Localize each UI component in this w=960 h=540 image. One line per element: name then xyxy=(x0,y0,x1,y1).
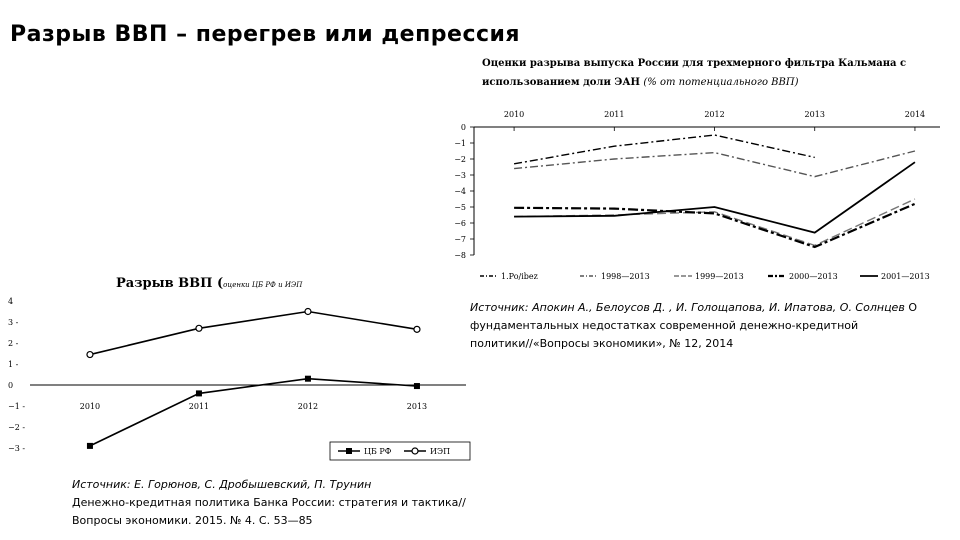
gdp-gap-chart xyxy=(0,270,480,465)
legend-label: ИЭП xyxy=(430,447,451,456)
y-tick-label: −7 xyxy=(454,235,466,244)
right-source xyxy=(470,299,940,353)
y-tick-label: −3 xyxy=(454,171,466,180)
y-tick-label: 2 - xyxy=(8,339,19,348)
legend-label: 2000—2013 xyxy=(789,272,838,281)
y-tick-label: −2 xyxy=(454,155,466,164)
left-chart-title-sub: оценки ЦБ РФ и ИЭП xyxy=(223,281,303,289)
right-source-reference: О фундаментальных недостатках современной денежно-кредитной политики//«Вопросы экономики», № 12, 2014 xyxy=(470,301,917,350)
data-point-circle xyxy=(87,352,93,358)
x-tick-label: 2013 xyxy=(406,402,428,411)
y-tick-label: −2 - xyxy=(8,423,26,432)
y-tick-label: −4 xyxy=(454,187,466,196)
data-point-square xyxy=(414,383,420,389)
slide-title: Разрыв ВВП – перегрев или депрессия xyxy=(10,22,521,47)
y-tick-label: −8 xyxy=(454,251,466,260)
right-chart-title-bold: Оценки разрыва выпуска России для трехмерного фильтра Кальмана с использованием доли ЭАН xyxy=(482,58,907,88)
legend-label: ЦБ РФ xyxy=(364,447,392,456)
x-tick-label: 2011 xyxy=(188,402,210,411)
series-line-5 xyxy=(514,162,915,232)
data-point-circle xyxy=(305,309,311,315)
x-tick-label: 2012 xyxy=(297,402,319,411)
y-tick-label: 0 xyxy=(460,123,466,132)
legend-label: 1.Po/ibez xyxy=(501,272,538,281)
series-line-2 xyxy=(514,151,915,177)
x-tick-label: 2012 xyxy=(704,110,725,119)
x-tick-label: 2011 xyxy=(604,110,625,119)
y-tick-label: 0 xyxy=(8,381,14,390)
x-tick-label: 2014 xyxy=(904,110,926,119)
data-point-circle xyxy=(196,325,202,331)
kalman-gap-chart xyxy=(440,100,950,285)
right-chart-title-unit: (% от потенциального ВВП) xyxy=(643,77,799,88)
y-tick-label: −6 xyxy=(454,219,466,228)
legend-label: 1999—2013 xyxy=(695,272,744,281)
data-point-square xyxy=(87,443,93,449)
y-tick-label: −5 xyxy=(454,203,466,212)
data-point-circle xyxy=(414,326,420,332)
y-tick-label: 1 - xyxy=(8,360,19,369)
left-source xyxy=(72,476,482,530)
y-tick-label: −1 xyxy=(454,139,466,148)
y-tick-label: 4 xyxy=(8,297,14,306)
left-source-journal: Вопросы экономики. 2015. № 4. С. 53—85 xyxy=(72,514,313,527)
right-source-authors: Источник: Апокин А., Белоусов Д. , И. Голощапова, И. Ипатова, О. Солнцев xyxy=(470,301,905,314)
series-line-3 xyxy=(514,199,915,245)
left-source-authors: Источник: Е. Горюнов, С. Дробышевский, П. Трунин xyxy=(72,478,372,491)
right-chart-title xyxy=(482,54,952,92)
series-line-2 xyxy=(90,312,417,355)
legend-marker-circle xyxy=(412,448,418,454)
series-line-1 xyxy=(514,135,815,164)
y-tick-label: 3 - xyxy=(8,318,19,327)
data-point-square xyxy=(305,376,311,382)
x-tick-label: 2010 xyxy=(79,402,101,411)
x-tick-label: 2010 xyxy=(503,110,525,119)
legend-label: 1998—2013 xyxy=(601,272,650,281)
y-tick-label: −1 - xyxy=(8,402,26,411)
y-tick-label: −3 - xyxy=(8,444,26,453)
data-point-square xyxy=(196,390,202,396)
x-tick-label: 2013 xyxy=(804,110,825,119)
legend-label: 2001—2013 xyxy=(881,272,930,281)
series-line-1 xyxy=(90,379,417,446)
left-source-title: Денежно-кредитная политика Банка России: стратегия и тактика// xyxy=(72,496,466,509)
legend-marker-square xyxy=(346,448,352,454)
left-chart-title-main: Разрыв ВВП ( xyxy=(116,276,224,291)
series-line-4 xyxy=(514,204,915,247)
